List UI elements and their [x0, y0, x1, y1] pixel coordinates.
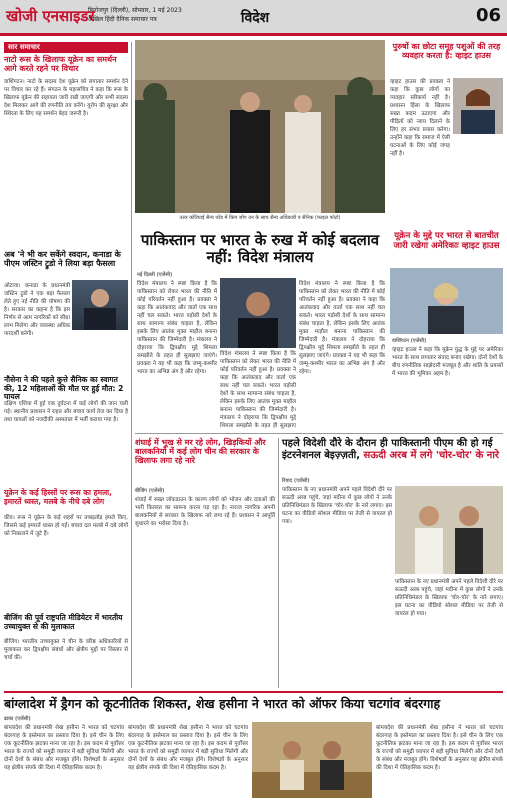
masthead	[0, 0, 507, 36]
page-number: 06	[475, 5, 501, 26]
issue-date: फिरोजपुर (दिल्ली), सोमवार, 1 मई 2023	[88, 7, 182, 14]
photo-caption: उत्तर कोरियाई सैन्य परेड में किम जोंग उन के साथ सैन्य अधिकारी व सैनिक (फाइल फोटो)	[179, 215, 341, 221]
ukraine-body: व्हाइट हाउस ने कहा कि यूक्रेन युद्ध के मुद्दे पर अमेरिका भारत के साथ लगातार संवाद बनाए रखेगा। दोनों देशों के बीच रणनीतिक साझेदारी मजबूत है और शांति के प्रयासों में भारत की भूमिका अहम है।	[392, 347, 503, 377]
bottom-divider	[4, 691, 503, 693]
story5-headline: बीजिंग की पूर्व राष्ट्रपति मीडियेटर में भारतीय उच्चायुक्त से की मुलाकात	[4, 613, 123, 631]
pak-headline	[282, 438, 503, 461]
section-label: सार समाचार	[4, 42, 128, 53]
ukraine-headline: यूक्रेन के मुद्दे पर भारत से बातचीत जारी रखेगा अमेरिकाः व्हाइट हाउस	[393, 231, 500, 251]
china-headline: शंघाई में भूख से मर रहे लोग, खिड़कियों और बालकनियों में कई लोग चीन की सरकार के खिलाफ लगा रहे नारे	[135, 438, 266, 466]
lead-body-continued: विदेश मंत्रालय ने स्पष्ट किया है कि पाकिस्तान को लेकर भारत की नीति में कोई परिवर्तन नहीं हुआ है। प्रवक्ता ने कहा कि आतंकवाद और वार्ता एक साथ नहीं चल सकते। भारत पड़ोसी देशों के साथ सामान्य संबंध चाहता है, लेकिन इसके लिए आतंक मुक्त माहौल बनाना पाकिस्तान की जिम्मेदारी है। मंत्रालय ने दोहराया कि द्विपक्षीय मुद्दे शिमला समझौते के तहत ही सुलझाए	[220, 351, 296, 429]
column-divider	[131, 42, 132, 688]
newspaper-logo: खोजी एनसाइडर	[6, 7, 95, 25]
bangladesh-body-col3: बांग्लादेश की प्रधानमंत्री शेख हसीना ने भारत को चटगांव बंदरगाह के इस्तेमाल का प्रस्ताव दिया है। इसे चीन के लिए एक कूटनीतिक झटका माना जा रहा है। इस कदम से पूर्वोत्तर भारत के राज्यों को समुद्री व्यापार में बड़ी सुविधा मिलेगी और दोनों देशों के संबंध और मजबूत होंगे। विशेषज्ञों के अनुसार यह क्षेत्रीय संपर्क की दिशा में ऐतिहासिक कदम है।	[376, 725, 503, 771]
trudeau-photo	[72, 280, 128, 330]
row-divider	[135, 433, 503, 434]
bangladesh-byline: ढाका (एजेंसी)	[4, 716, 31, 722]
lead-headline: पाकिस्तान पर भारत के रुख में कोई बदलाव नहीं: विदेश मंत्रालय	[140, 231, 380, 267]
bangladesh-body: बांग्लादेश की प्रधानमंत्री शेख हसीना ने भारत को चटगांव बंदरगाह के इस्तेमाल का प्रस्ताव दिया है। इसे चीन के लिए एक कूटनीतिक झटका माना जा रहा है। इस कदम से पूर्वोत्तर भारत के राज्यों को समुद्री व्यापार में बड़ी सुविधा मिलेगी और दोनों देशों के संबंध और मजबूत होंगे। विशेषज्ञों के अनुसार यह क्षेत्रीय संपर्क की दिशा में ऐतिहासिक कदम है।	[4, 725, 124, 771]
saudi-visit-photo	[395, 486, 503, 574]
right-top-headline: पुरुषों का छोटा समूह पशुओं की तरह व्यवहार करता है: व्हाइट हाउस	[392, 42, 501, 61]
masthead-meta	[88, 6, 182, 24]
lead-body: विदेश मंत्रालय ने स्पष्ट किया है कि पाकिस्तान को लेकर भारत की नीति में कोई परिवर्तन नहीं हुआ है। प्रवक्ता ने कहा कि आतंकवाद और वार्ता एक साथ नहीं चल सकते। भारत पड़ोसी देशों के साथ सामान्य संबंध चाहता है, लेकिन इसके लिए आतंक मुक्त माहौल बनाना पाकिस्तान की जिम्मेदारी है। मंत्रालय ने दोहराया कि द्विपक्षीय मुद्दे शिमला समझौते के तहत ही सुलझाए जाएंगे। प्रवक्ता ने यह भी कहा कि जम्मू-कश्मीर भारत का अभिन्न अंग है और रहेगा।	[137, 281, 217, 375]
story3-body: दक्षिण एशिया में हुई एक दुर्घटना में कई लोगों की जान चली गई। स्थानीय प्रशासन ने राहत और बचाव कार्य तेज कर दिया है तथा घायलों को नजदीकी अस्पताल में भर्ती कराया गया है।	[4, 401, 128, 423]
lead-byline: नई दिल्ली (एजेंसी)	[137, 272, 173, 278]
bangladesh-body-col2: बांग्लादेश की प्रधानमंत्री शेख हसीना ने भारत को चटगांव बंदरगाह के इस्तेमाल का प्रस्ताव दिया है। इसे चीन के लिए एक कूटनीतिक झटका माना जा रहा है। इस कदम से पूर्वोत्तर भारत के राज्यों को समुद्री व्यापार में बड़ी सुविधा मिलेगी और दोनों देशों के संबंध और मजबूत होंगे। विशेषज्ञों के अनुसार यह क्षेत्रीय संपर्क की दिशा में ऐतिहासिक कदम है।	[128, 725, 248, 771]
ministry-spokesperson-photo	[220, 278, 296, 348]
pak-headline-red: सऊदी अरब में लगे 'चोर-चोर' के नारे	[363, 449, 500, 461]
ukraine-byline: वाशिंगटन (एजेंसी)	[392, 338, 427, 344]
pak-body: पाकिस्तान के नए प्रधानमंत्री अपने पहले विदेशी दौरे पर सऊदी अरब पहुंचे, जहां मदीना में कुछ लोगों ने उनके प्रतिनिधिमंडल के खिलाफ 'चोर-चोर' के नारे लगाए। इस घटना का वीडियो सोशल मीडिया पर तेजी से वायरल हो गया।	[282, 487, 392, 525]
military-parade-photo	[135, 40, 385, 213]
middle-divider	[278, 438, 279, 688]
story2-body: ओटावा। कनाडा के प्रधानमंत्री जस्टिन ट्रुडो ने एक बड़ा फैसला लेते हुए नई नीति की घोषणा की है। सरकार का कहना है कि इस निर्णय से आम नागरिकों को सीधा लाभ मिलेगा और व्यवस्था अधिक पारदर्शी बनेगी।	[4, 283, 70, 337]
section-title: विदेश	[240, 10, 270, 26]
pak-byline: रियाद (एजेंसी)	[282, 478, 310, 484]
china-body: शंघाई में सख्त लॉकडाउन के कारण लोगों को भोजन और दवाओं की भारी किल्लत का सामना करना पड़ रहा है। नाराज नागरिक अपनी बालकनियों से सरकार के खिलाफ नारे लगा रहे हैं। प्रशासन ने आपूर्ति सुधारने का भरोसा दिया है।	[135, 497, 275, 527]
sheikh-hasina-photo	[252, 722, 372, 798]
story1-body: वाशिंगटन। नाटो के सदस्य देश यूक्रेन को लगातार समर्थन देने पर विचार कर रहे हैं। संगठन के महासचिव ने कहा कि रूस के खिलाफ यूक्रेन की सहायता जारी रखी जाएगी और सभी सदस्य देश मिलकर आगे की रणनीति तय करेंगे। यूरोप की सुरक्षा और स्थिरता के लिए यह समर्थन बेहद जरूरी है।	[4, 79, 128, 117]
story4-body: कीव। रूस ने यूक्रेन के कई शहरों पर ताबड़तोड़ हमले किए, जिससे कई इमारतें ध्वस्त हो गईं। बचाव दल मलबे में दबे लोगों को निकालने में जुटे हैं।	[4, 515, 128, 537]
china-byline: बीजिंग (एजेंसी)	[135, 488, 165, 494]
spokesperson-photo	[453, 78, 503, 134]
story4-headline: यूक्रेन के कई हिस्सों पर रूस का हमला, इमारतें ध्वस्त, मलबे के नीचे दबे लोग	[4, 488, 112, 506]
lead-body-col3: विदेश मंत्रालय ने स्पष्ट किया है कि पाकिस्तान को लेकर भारत की नीति में कोई परिवर्तन नहीं हुआ है। प्रवक्ता ने कहा कि आतंकवाद और वार्ता एक साथ नहीं चल सकते। भारत पड़ोसी देशों के साथ सामान्य संबंध चाहता है, लेकिन इसके लिए आतंक मुक्त माहौल बनाना पाकिस्तान की जिम्मेदारी है। मंत्रालय ने दोहराया कि द्विपक्षीय मुद्दे शिमला समझौते के तहत ही सुलझाए जाएंगे। प्रवक्ता ने यह भी कहा कि जम्मू-कश्मीर भारत का अभिन्न अंग है और रहेगा।	[299, 281, 385, 375]
bangladesh-headline: बांग्लादेश में ड्रैगन को कूटनीतिक शिकस्त, शेख हसीना ने भारत को ऑफर किया चटगांव बंदरगाह	[4, 696, 441, 711]
paper-tagline: अखिल हिंदी दैनिक समाचार पत्र	[88, 16, 157, 23]
right-top-body: व्हाइट हाउस की प्रवक्ता ने कहा कि कुछ लोगों का व्यवहार स्वीकार्य नहीं है। प्रशासन हिंसा के खिलाफ सख्त कदम उठाएगा और पीड़ितों को न्याय दिलाने के लिए हर संभव प्रयास करेगा। उन्होंने कहा कि समाज में ऐसी घटनाओं के लिए कोई जगह नहीं है।	[390, 79, 450, 157]
story3-headline: नौसेना ने की पहले कुत्ते सैनिक का स्वागत की, 12 महिलाओं की मौत पर हुई मौत: 2 घायल	[4, 375, 124, 402]
story5-body: बीजिंग। भारतीय उच्चायुक्त ने चीन के वरिष्ठ अधिकारियों से मुलाकात कर द्विपक्षीय संबंधों और क्षेत्रीय मुद्दों पर विस्तार से चर्चा की।	[4, 639, 128, 661]
story1-headline: नाटो रूस के खिलाफ यूक्रेन का समर्थन आगे करते रहने पर विचार	[4, 55, 117, 74]
white-house-photo	[390, 268, 503, 334]
pak-headline-main: पहले विदेशी दौरे के दौरान ही पाकिस्तानी पीएम की हो गई इंटरनेशनल बेइज़्ज़ती,	[282, 438, 493, 461]
pak-body-continued: पाकिस्तान के नए प्रधानमंत्री अपने पहले विदेशी दौरे पर सऊदी अरब पहुंचे, जहां मदीना में कुछ लोगों ने उनके प्रतिनिधिमंडल के खिलाफ 'चोर-चोर' के नारे लगाए। इस घटना का वीडियो सोशल मीडिया पर तेजी से वायरल हो गया।	[395, 579, 503, 617]
story2-headline: अब 'ने भी कर सकेंगे स्वदान, कनाडा के पीएम जस्टिन ट्रुडो ने लिया बड़ा फैसला	[4, 250, 121, 269]
